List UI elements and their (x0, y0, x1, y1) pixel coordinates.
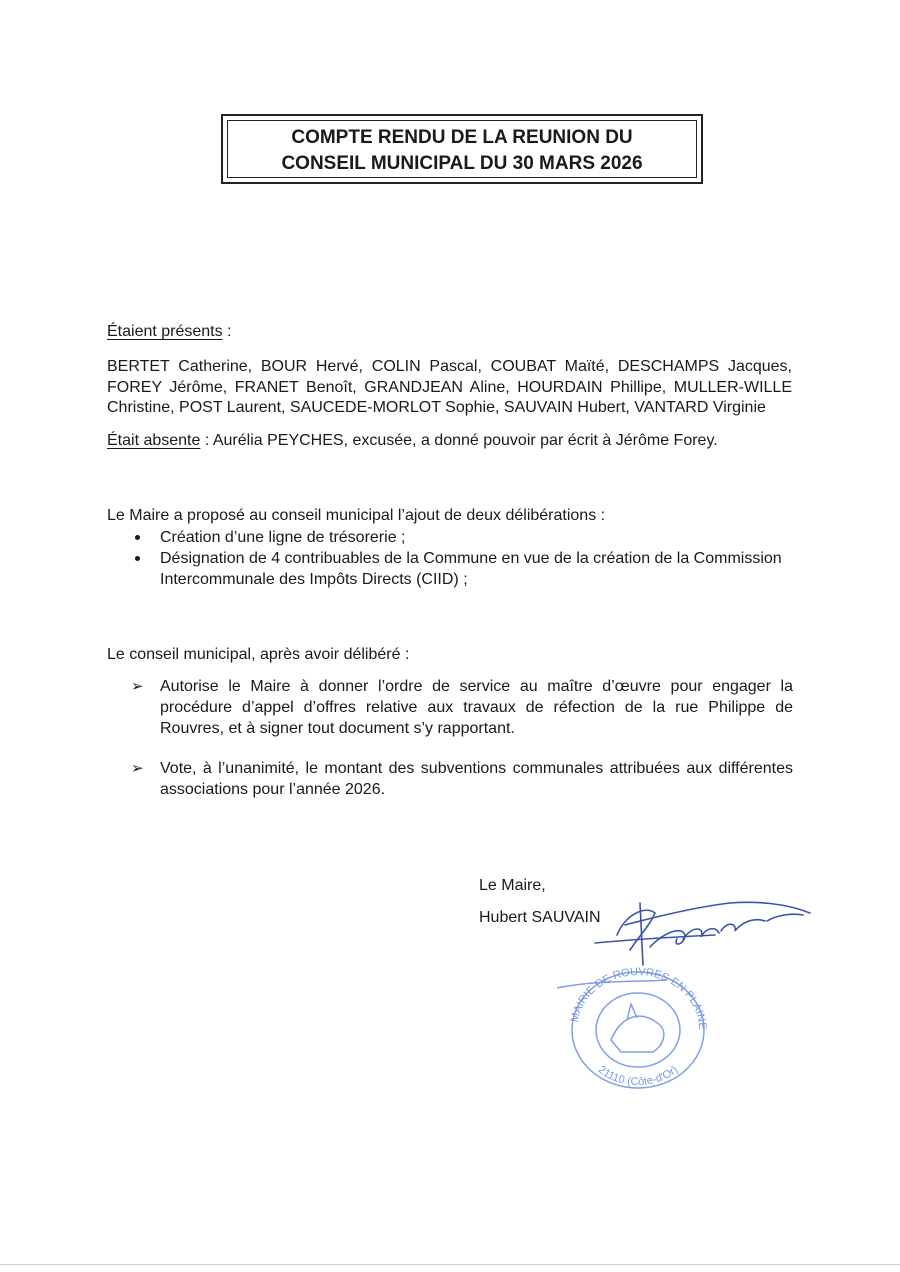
mayor-title: Le Maire, (479, 877, 546, 894)
decisions-list (131, 676, 793, 800)
document-title-box (221, 114, 703, 184)
document-title-line-1: COMPTE RENDU DE LA REUNION DU (291, 127, 633, 148)
present-label: Étaient présents (107, 323, 223, 340)
document-title-line-2: CONSEIL MUNICIPAL DU 30 MARS 2026 (281, 153, 643, 174)
decision-item (131, 676, 793, 739)
absent-label: Était absente (107, 432, 201, 449)
present-label-suffix: : (222, 323, 232, 340)
svg-text:21110 (Côte-d'Or): 21110 (Côte-d'Or) (595, 1063, 681, 1089)
members-line: Christine, POST Laurent, SAUCEDE-MORLOT Sophie, SAUVAIN Hubert, VANTARD Virginie (107, 399, 766, 416)
town-hall-stamp (557, 960, 719, 1092)
absent-paragraph (107, 431, 718, 452)
list-item: Création d’une ligne de trésorerie ; (131, 527, 801, 548)
members-line: BERTET Catherine, BOUR Hervé, COLIN Pascal, COUBAT Maïté, DESCHAMPS Jacques, (107, 358, 792, 375)
decision-text: Autorise le Maire à donner l’ordre de service au maître d’œuvre pour engager la procédure d’appel d’offres relative aux travaux de réfection de la rue Philippe de Rouvres, et à signer tout document s’y rapportant. (160, 678, 793, 737)
additions-intro: Le Maire a proposé au conseil municipal l’ajout de deux délibérations : (107, 507, 606, 524)
absent-text: : Aurélia PEYCHES, excusée, a donné pouvoir par écrit à Jérôme Forey. (200, 432, 718, 449)
additions-list (131, 527, 801, 590)
members-list (107, 357, 792, 419)
list-item: Désignation de 4 contribuables de la Commune en vue de la création de la Commission Intercommunale des Impôts Directs (CIID) ; (131, 548, 801, 590)
decisions-intro: Le conseil municipal, après avoir délibéré : (107, 646, 410, 663)
page-bottom-rule (0, 1264, 900, 1265)
members-line: FOREY Jérôme, FRANET Benoît, GRANDJEAN Aline, HOURDAIN Phillipe, MULLER-WILLE (107, 378, 792, 396)
arrow-bullet-icon: ➢ (131, 760, 144, 777)
mayor-name: Hubert SAUVAIN (479, 909, 601, 926)
arrow-bullet-icon: ➢ (131, 678, 144, 695)
svg-text:MAIRIE DE ROUVRES EN PLAINE: MAIRIE DE ROUVRES EN PLAINE (568, 966, 709, 1031)
decision-text: Vote, à l’unanimité, le montant des subventions communales attribuées aux différentes associations pour l’année 2026. (160, 760, 793, 798)
present-heading (107, 322, 232, 343)
decision-item (131, 758, 793, 800)
